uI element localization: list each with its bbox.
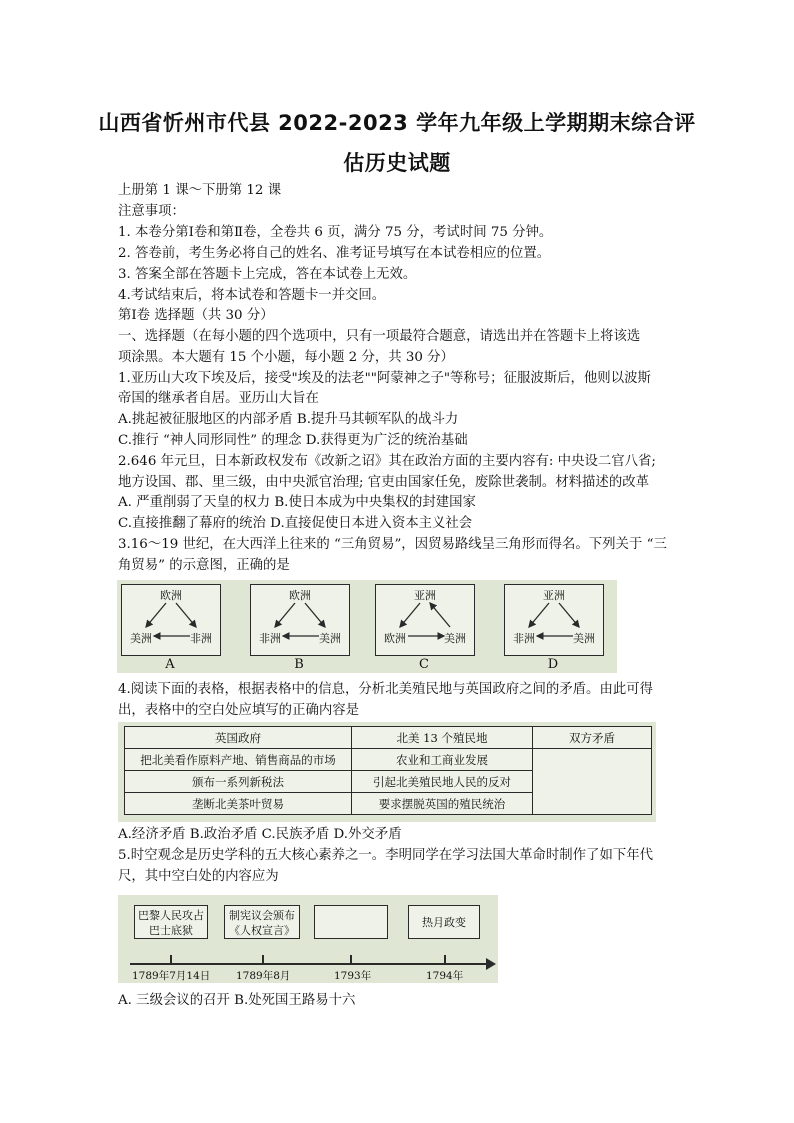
q3-diagram-c [375,584,475,656]
q5-options-ab: A. 三级会议的召开 B.处死国王路易十六 [118,993,356,1008]
q3-c-top-label: 亚洲 [414,589,436,602]
timeline-date-3: 1793年 [334,970,372,982]
q3-b-letter: B [294,657,304,672]
timeline-event-2-line-2: 《人权宣言》 [229,924,295,937]
notice-item-4: 4.考试结束后，将本试卷和答题卡一并交回。 [118,288,386,303]
timeline-event-box-2 [224,905,300,939]
table-header-cell: 双方矛盾 [533,727,652,749]
q3-diagram-figure [117,580,617,673]
q3-c-letter: C [419,657,429,672]
table-header-row [125,727,652,749]
q3-a-right-label: 非洲 [190,632,212,645]
table-header-cell: 英国政府 [125,727,352,749]
q3-diagram-d [504,584,604,656]
q3-d-letter: D [547,657,559,672]
q4-stem-2: 出，表格中的空白处应填写的正确内容是 [118,703,360,718]
exam-scope: 上册第 1 课～下册第 12 课 [118,183,282,198]
table-cell: 要求摆脱英国的殖民统治 [352,793,533,815]
timeline-event-4-line-1: 热月政变 [422,916,466,929]
q3-c-left-label: 欧洲 [384,632,406,645]
timeline-event-1-line-2: 巴士底狱 [149,924,193,937]
timeline-axis [130,963,490,965]
timeline-tick [444,955,446,964]
q1-stem-2: 帝国的继承者自居。亚历山大旨在 [118,391,319,406]
q5-timeline-figure [118,895,498,983]
part1-instruction-2: 项涂黑。本大题有 15 个小题，每小题 2 分，共 30 分） [118,350,454,365]
timeline-event-box-4 [408,905,480,939]
table-cell: 垄断北美茶叶贸易 [125,793,352,815]
q3-diagram-a [121,584,221,656]
q3-stem-2: 角贸易” 的示意图，正确的是 [118,558,290,573]
q3-stem-1: 3.16～19 世纪，在大西洋上往来的 “三角贸易”，因贸易路线呈三角形而得名。下列关于 “三 [118,537,667,552]
timeline-event-box-blank [314,905,388,939]
table-cell: 引起北美殖民地人民的反对 [352,771,533,793]
timeline-tick [170,955,172,964]
timeline-date-4: 1794年 [426,970,464,982]
q3-d-right-label: 美洲 [573,632,595,645]
q2-options-ab: A. 严重削弱了天皇的权力 B.使日本成为中央集权的封建国家 [118,495,476,510]
notice-item-2: 2. 答卷前，考生务必将自己的姓名、准考证号填写在本试卷相应的位置。 [118,246,551,261]
q3-b-right-label: 美洲 [319,632,341,645]
q2-stem-1: 2.646 年元旦，日本新政权发布《改新之诏》其在政治方面的主要内容有: 中央设二官八省; [118,454,656,469]
q3-d-top-label: 亚洲 [543,589,565,602]
timeline-event-2-line-1: 制宪议会颁布 [229,909,295,922]
notice-item-1: 1. 本卷分第Ⅰ卷和第Ⅱ卷，全卷共 6 页，满分 75 分，考试时间 75 分钟。 [118,225,553,240]
part1-instruction-1: 一、选择题（在每小题的四个选项中，只有一项最符合题意，请选出并在答题卡上将该选 [118,329,641,344]
q4-stem-1: 4.阅读下面的表格，根据表格中的信息，分析北美殖民地与英国政府之间的矛盾。由此可得 [118,682,654,697]
table-blank-cell [533,749,652,815]
q5-stem-2: 尺，其中空白处的内容应为 [118,869,279,884]
q4-table-figure [118,722,656,822]
table-header-cell: 北美 13 个殖民地 [352,727,533,749]
q1-options-ab: A.挑起被征服地区的内部矛盾 B.提升马其顿军队的战斗力 [118,412,459,427]
timeline-date-2: 1789年8月 [236,970,291,982]
part1-heading: 第Ⅰ卷 选择题（共 30 分） [118,308,274,323]
timeline-arrow-icon [486,958,496,970]
exam-title-line-2: 估历史试题 [343,151,451,175]
q2-options-cd: C.直接推翻了幕府的统治 D.直接促使日本进入资本主义社会 [118,516,473,531]
q3-diagram-b [250,584,350,656]
q4-table [124,726,652,815]
q3-c-right-label: 美洲 [444,632,466,645]
q3-b-left-label: 非洲 [259,632,281,645]
notice-heading: 注意事项： [118,204,185,219]
q1-stem-1: 1.亚历山大攻下埃及后，接受"埃及的法老""阿蒙神之子"等称号；征服波斯后，他则以波斯 [118,371,651,386]
timeline-tick [262,955,264,964]
q2-stem-2: 地方设国、郡、里三级，由中央派官治理; 官吏由国家任免，废除世袭制。材料描述的改革 [118,475,649,490]
q4-options: A.经济矛盾 B.政治矛盾 C.民族矛盾 D.外交矛盾 [118,827,402,842]
timeline-event-1-line-1: 巴黎人民攻占 [138,909,204,922]
table-cell: 把北美看作原料产地、销售商品的市场 [125,749,352,771]
q3-a-letter: A [165,657,175,672]
q5-stem-1: 5.时空观念是历史学科的五大核心素养之一。李明同学在学习法国大革命时制作了如下年代 [118,848,654,863]
table-cell: 农业和工商业发展 [352,749,533,771]
timeline-date-1: 1789年7月14日 [132,970,211,982]
q3-d-left-label: 非洲 [513,632,535,645]
table-cell: 颁布一系列新税法 [125,771,352,793]
q3-b-top-label: 欧洲 [289,589,311,602]
q3-a-left-label: 美洲 [130,632,152,645]
table-row [125,749,652,771]
exam-title-line-1: 山西省忻州市代县 2022-2023 学年九年级上学期期末综合评 [98,111,696,135]
q1-options-cd: C.推行 “神人同形同性” 的理念 D.获得更为广泛的统治基础 [118,433,468,448]
timeline-event-box-1 [134,905,208,939]
notice-item-3: 3. 答案全部在答题卡上完成，答在本试卷上无效。 [118,267,417,282]
q3-a-top-label: 欧洲 [160,589,182,602]
timeline-tick [350,955,352,964]
